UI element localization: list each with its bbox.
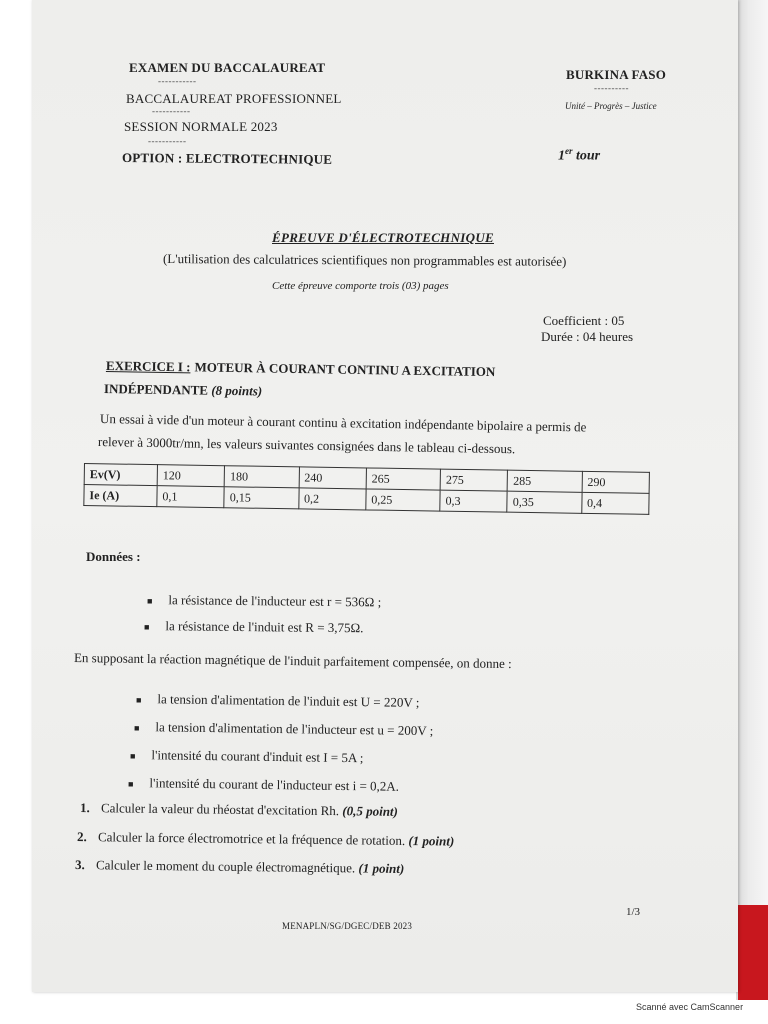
- list-item: ■ la tension d'alimentation de l'induit est U = 220V ;: [135, 691, 420, 710]
- list-item: ■ l'intensité du courant de l'inducteur est i = 0,2A.: [127, 775, 400, 794]
- separator: -----------: [148, 136, 187, 146]
- country-motto: Unité – Progrès – Justice: [565, 101, 657, 111]
- table-cell: 0,25: [366, 489, 441, 511]
- table-cell: 265: [366, 468, 441, 490]
- table-cell: 0,3: [440, 490, 508, 512]
- question-1: 1. Calculer la valeur du rhéostat d'excitation Rh. (0,5 point): [79, 800, 399, 819]
- duree: Durée : 04 heures: [541, 329, 634, 344]
- list-item: ■ l'intensité du courant d'induit est I = 5A ;: [129, 747, 364, 766]
- pages-note: Cette épreuve comporte trois (03) pages: [272, 280, 449, 292]
- table-cell: 275: [440, 469, 508, 491]
- exam-session: SESSION NORMALE 2023: [124, 119, 278, 134]
- red-edge-strip: [738, 905, 768, 1000]
- intro-line2: relever à 3000tr/mn, les valeurs suivantes consignées dans le tableau ci-dessous.: [97, 434, 516, 457]
- square-bullet-icon: ■: [129, 751, 136, 762]
- table-cell: 0,4: [581, 492, 649, 514]
- list-item: ■ la résistance de l'inducteur est r = 536Ω ;: [146, 592, 382, 610]
- square-bullet-icon: ■: [135, 695, 142, 706]
- exercise-title-line2-wrap: [104, 381, 262, 399]
- question-3: 3. Calculer le moment du couple électromagnétique. (1 point): [74, 857, 405, 877]
- table-cell: 240: [299, 467, 367, 489]
- epreuve-title: ÉPREUVE D'ÉLECTROTECHNIQUE: [272, 230, 494, 245]
- table-cell: 120: [157, 465, 225, 487]
- exercise-title-line1: MOTEUR À COURANT CONTINU A EXCITATION: [194, 359, 496, 380]
- tour-label: 1er tour: [558, 146, 601, 164]
- table-cell: 0,35: [507, 491, 582, 513]
- exercise-title-line2: INDÉPENDANTE: [103, 381, 209, 398]
- country-name: BURKINA FASO: [566, 67, 667, 82]
- exam-option: OPTION : ELECTROTECHNIQUE: [121, 150, 333, 167]
- intro-line1: Un essai à vide d'un moteur à courant continu à excitation indépendante bipolaire a permis de: [99, 411, 587, 435]
- separator: -----------: [158, 76, 197, 86]
- exam-level: BACCALAUREAT PROFESSIONNEL: [126, 91, 342, 106]
- hypothesis-text: En supposant la réaction magnétique de l'induit parfaitement compensée, on donne :: [73, 650, 512, 672]
- square-bullet-icon: ■: [127, 779, 134, 790]
- donnees-label: Données :: [86, 549, 141, 564]
- calculator-note: (L'utilisation des calculatrices scientifiques non programmables est autorisée): [162, 251, 567, 269]
- table-cell: 180: [224, 466, 299, 488]
- separator: -----------: [152, 106, 191, 116]
- table-row-header: Ev(V): [84, 464, 157, 486]
- list-item: ■ la résistance de l'induit est R = 3,75Ω.: [143, 618, 364, 636]
- coefficient: Coefficient : 05: [543, 313, 625, 328]
- square-bullet-icon: ■: [146, 596, 153, 607]
- exercise-points: (8 points): [211, 382, 263, 399]
- table-cell: 0,2: [298, 488, 366, 510]
- footer-code: MENAPLN/SG/DGEC/DEB 2023: [282, 921, 413, 931]
- measurements-table: [83, 463, 650, 515]
- table-cell: 0,15: [224, 487, 299, 509]
- separator: ----------: [594, 83, 629, 93]
- exercise-label: EXERCICE I :: [105, 358, 191, 375]
- page-edge-shadow: [736, 0, 768, 1000]
- table-cell: 285: [508, 470, 583, 492]
- square-bullet-icon: ■: [143, 622, 150, 633]
- page-number: 1/3: [626, 906, 641, 918]
- square-bullet-icon: ■: [133, 723, 140, 734]
- list-item: ■ la tension d'alimentation de l'inducteur est u = 200V ;: [133, 719, 434, 739]
- question-2: 2. Calculer la force électromotrice et la fréquence de rotation. (1 point): [76, 829, 455, 849]
- table-row-header: Ie (A): [84, 485, 157, 507]
- table-cell: 0,1: [157, 486, 225, 508]
- exam-title: EXAMEN DU BACCALAUREAT: [129, 60, 326, 75]
- table-cell: 290: [582, 471, 650, 493]
- scan-credit: Scanné avec CamScanner: [636, 1002, 744, 1012]
